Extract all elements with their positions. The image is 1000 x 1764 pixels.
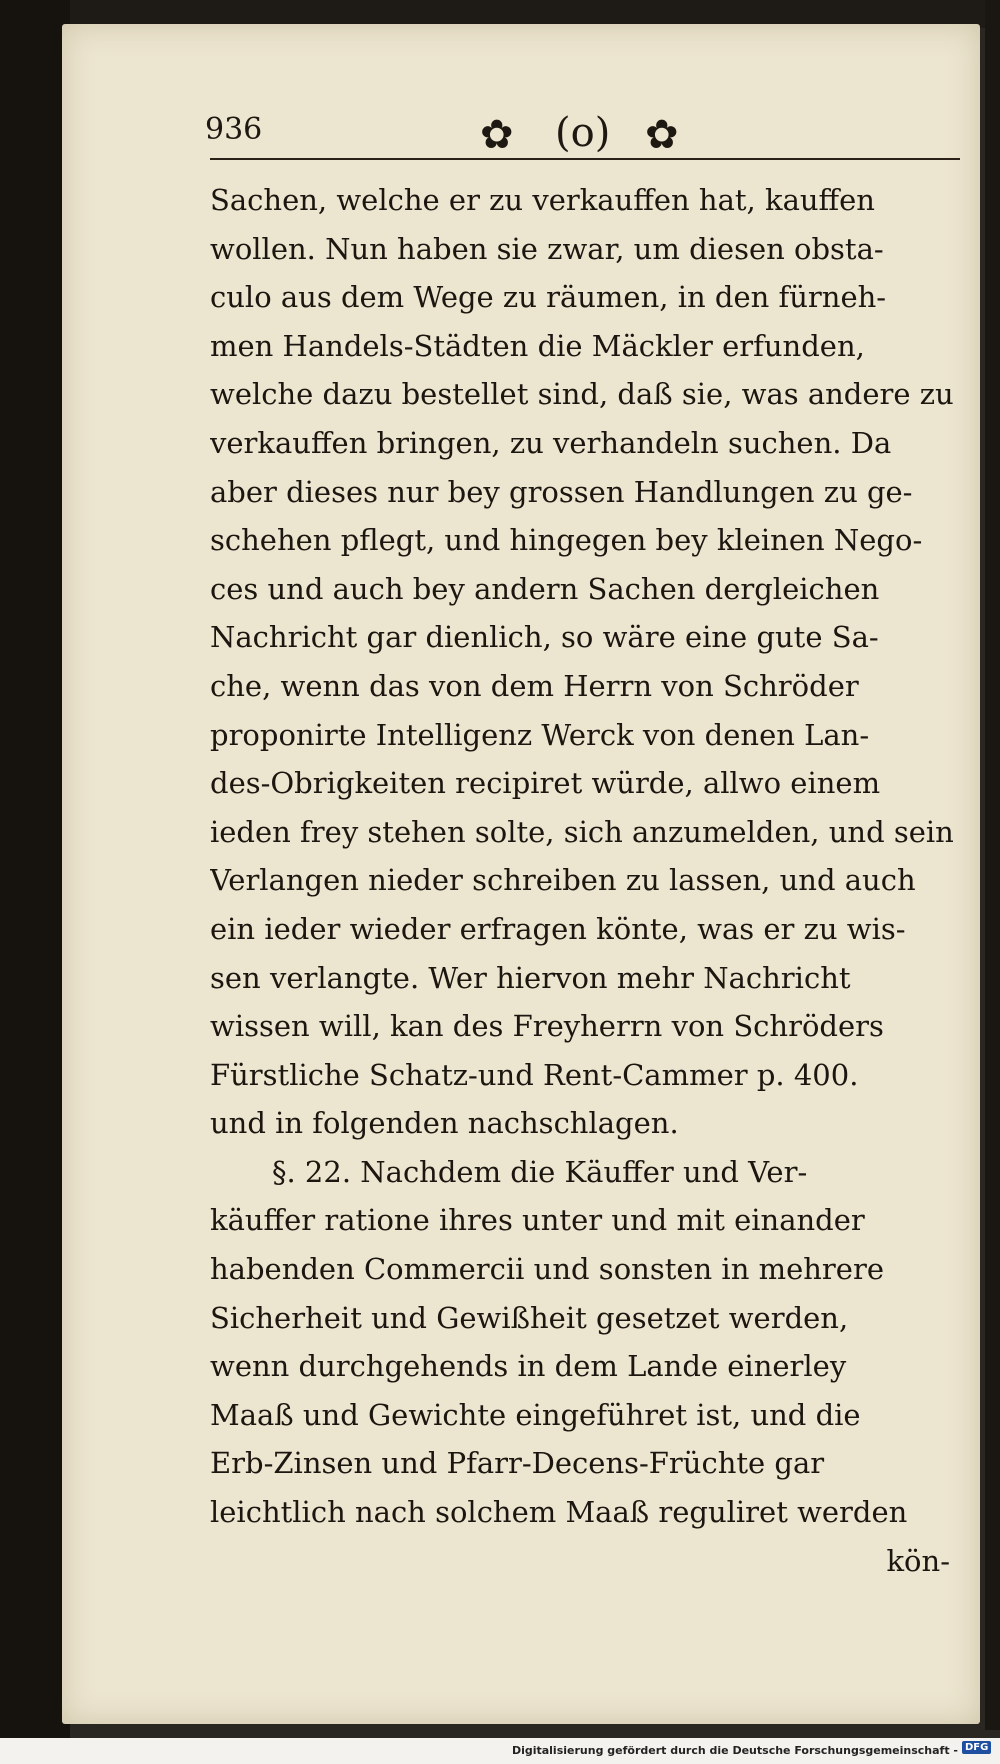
text-line: Erb-Zinsen und Pfarr-Decens-Früchte gar [210, 1446, 825, 1481]
text-line: Fürstliche Schatz-und Rent-Cammer p. 400. [210, 1057, 859, 1092]
text-line: Sachen, welche er zu verkauffen hat, kauffen [210, 183, 875, 217]
text-line: käuffer ratione ihres unter und mit einander [210, 1203, 865, 1238]
text-line: sen verlangte. Wer hiervon mehr Nachricht [210, 960, 851, 995]
scan-border-left [0, 0, 70, 1764]
text-line: Nachricht gar dienlich, so wäre eine gute Sa- [210, 620, 879, 655]
text-line: men Handels-Städten die Mäckler erfunden, [210, 328, 865, 363]
text-line: habenden Commercii und sonsten in mehrere [210, 1252, 884, 1287]
page-text [210, 176, 960, 1585]
text-line: wollen. Nun haben sie zwar, um diesen obsta- [210, 231, 884, 266]
catchword: kön- [886, 1543, 950, 1578]
text-line: proponirte Intelligenz Werck von denen Lan- [210, 717, 870, 752]
text-line: welche dazu bestellet sind, daß sie, was andere zu [210, 377, 954, 412]
text-line: ieden frey stehen solte, sich anzumelden, und sein [210, 814, 954, 849]
text-line: Sicherheit und Gewißheit gesetzet werden, [210, 1300, 849, 1335]
text-line: leichtlich nach solchem Maaß reguliret werden [210, 1495, 908, 1530]
flower-ornament-icon: ✿ [645, 112, 679, 158]
text-line: wenn durchgehends in dem Lande einerley [210, 1349, 847, 1384]
dfg-logo: DFG [962, 1741, 991, 1754]
text-line: culo aus dem Wege zu räumen, in den fürneh- [210, 280, 887, 315]
text-line: che, wenn das von dem Herrn von Schröder [210, 668, 859, 703]
text-line: Maaß und Gewichte eingeführet ist, und die [210, 1397, 861, 1432]
page-number: 936 [205, 112, 263, 147]
flower-ornament-icon: ✿ [480, 112, 514, 158]
scan-border-right [985, 0, 1000, 1730]
text-line: und in folgenden nachschlagen. [210, 1106, 679, 1141]
text-line: wissen will, kan des Freyherrn von Schröders [210, 1009, 884, 1044]
text-line: des-Obrigkeiten recipiret würde, allwo einem [210, 766, 881, 801]
text-line: verkauffen bringen, zu verhandeln suchen. Da [210, 425, 892, 460]
section-heading-line: §. 22. Nachdem die Käuffer und Ver- [272, 1154, 808, 1189]
text-line: schehen pflegt, und hingegen bey kleinen Nego- [210, 523, 923, 558]
text-line: Verlangen nieder schreiben zu lassen, und auch [210, 863, 916, 898]
funding-credit: Digitalisierung gefördert durch die Deutsche Forschungsgemeinschaft - [511, 1744, 958, 1757]
header-rule [210, 158, 960, 160]
header-center-mark: (o) [555, 110, 611, 156]
text-line: ein ieder wieder erfragen könte, was er zu wis- [210, 911, 906, 946]
text-line: ces und auch bey andern Sachen dergleichen [210, 571, 880, 606]
text-line: aber dieses nur bey grossen Handlungen zu ge- [210, 474, 913, 509]
